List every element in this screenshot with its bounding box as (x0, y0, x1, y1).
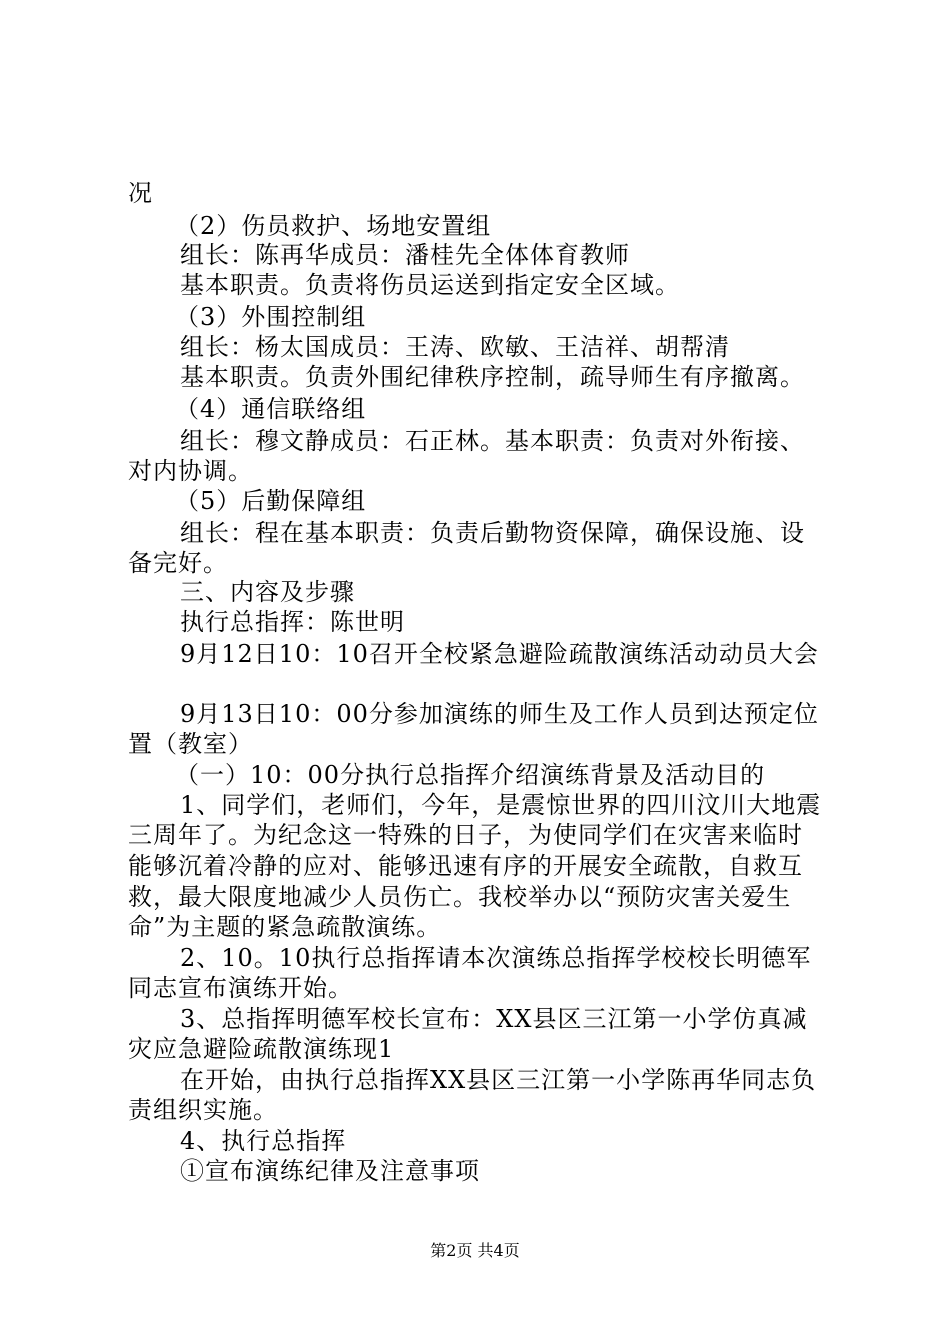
section-heading: （5）后勤保障组 (175, 487, 367, 515)
text-line: 责组织实施。 (128, 1096, 278, 1124)
text-line: 3、总指挥明德军校长宣布：XX县区三江第一小学仿真减 (180, 1005, 808, 1033)
text-line: 2、10。10执行总指挥请本次演练总指挥学校校长明德军 (180, 944, 812, 972)
text-line: 9月13日10：00分参加演练的师生及工作人员到达预定位 (180, 700, 819, 728)
text-line: 组长：陈再华成员：潘桂先全体体育教师 (180, 241, 630, 269)
section-heading: 三、内容及步骤 (180, 578, 355, 606)
text-line: 灾应急避险疏散演练现1 (128, 1035, 395, 1063)
text-line: 救，最大限度地减少人员伤亡。我校举办以“预防灾害关爱生 (128, 883, 792, 911)
text-line: 9月12日10：10召开全校紧急避险疏散演练活动动员大会 (180, 640, 819, 668)
text-line: 组长：杨太国成员：王涛、欧敏、王洁祥、胡帮清 (180, 333, 730, 361)
text-line: 组长：穆文静成员：石正林。基本职责：负责对外衔接、 (180, 427, 805, 455)
section-heading: （2）伤员救护、场地安置组 (175, 212, 492, 240)
text-line: 对内协调。 (128, 457, 253, 485)
section-heading: （3）外围控制组 (175, 303, 367, 331)
section-heading: （4）通信联络组 (175, 395, 367, 423)
text-line: 命”为主题的紧急疏散演练。 (128, 913, 442, 941)
text-line: ①宣布演练纪律及注意事项 (180, 1157, 480, 1185)
text-line: 况 (128, 179, 153, 207)
text-line: 基本职责。负责外围纪律秩序控制，疏导师生有序撤离。 (180, 363, 805, 391)
text-line: 执行总指挥：陈世明 (180, 608, 405, 636)
text-line: 在开始，由执行总指挥XX县区三江第一小学陈再华同志负 (180, 1066, 817, 1094)
text-line: 能够沉着冷静的应对、能够迅速有序的开展安全疏散，自救互 (128, 852, 803, 880)
text-line: 1、同学们，老师们，今年，是震惊世界的四川汶川大地震 (180, 791, 822, 819)
text-line: 4、执行总指挥 (180, 1127, 347, 1155)
text-line: 置（教室） (128, 730, 253, 758)
text-line: 组长：程在基本职责：负责后勤物资保障，确保设施、设 (180, 519, 805, 547)
text-line: 备完好。 (128, 549, 228, 577)
text-line: 三周年了。为纪念这一特殊的日子，为使同学们在灾害来临时 (128, 821, 803, 849)
text-line: 同志宣布演练开始。 (128, 974, 353, 1002)
section-heading: （一）10：00分执行总指挥介绍演练背景及活动目的 (175, 761, 766, 789)
page-number-footer: 第2页 共4页 (430, 1241, 520, 1260)
text-line: 基本职责。负责将伤员运送到指定安全区域。 (180, 271, 680, 299)
